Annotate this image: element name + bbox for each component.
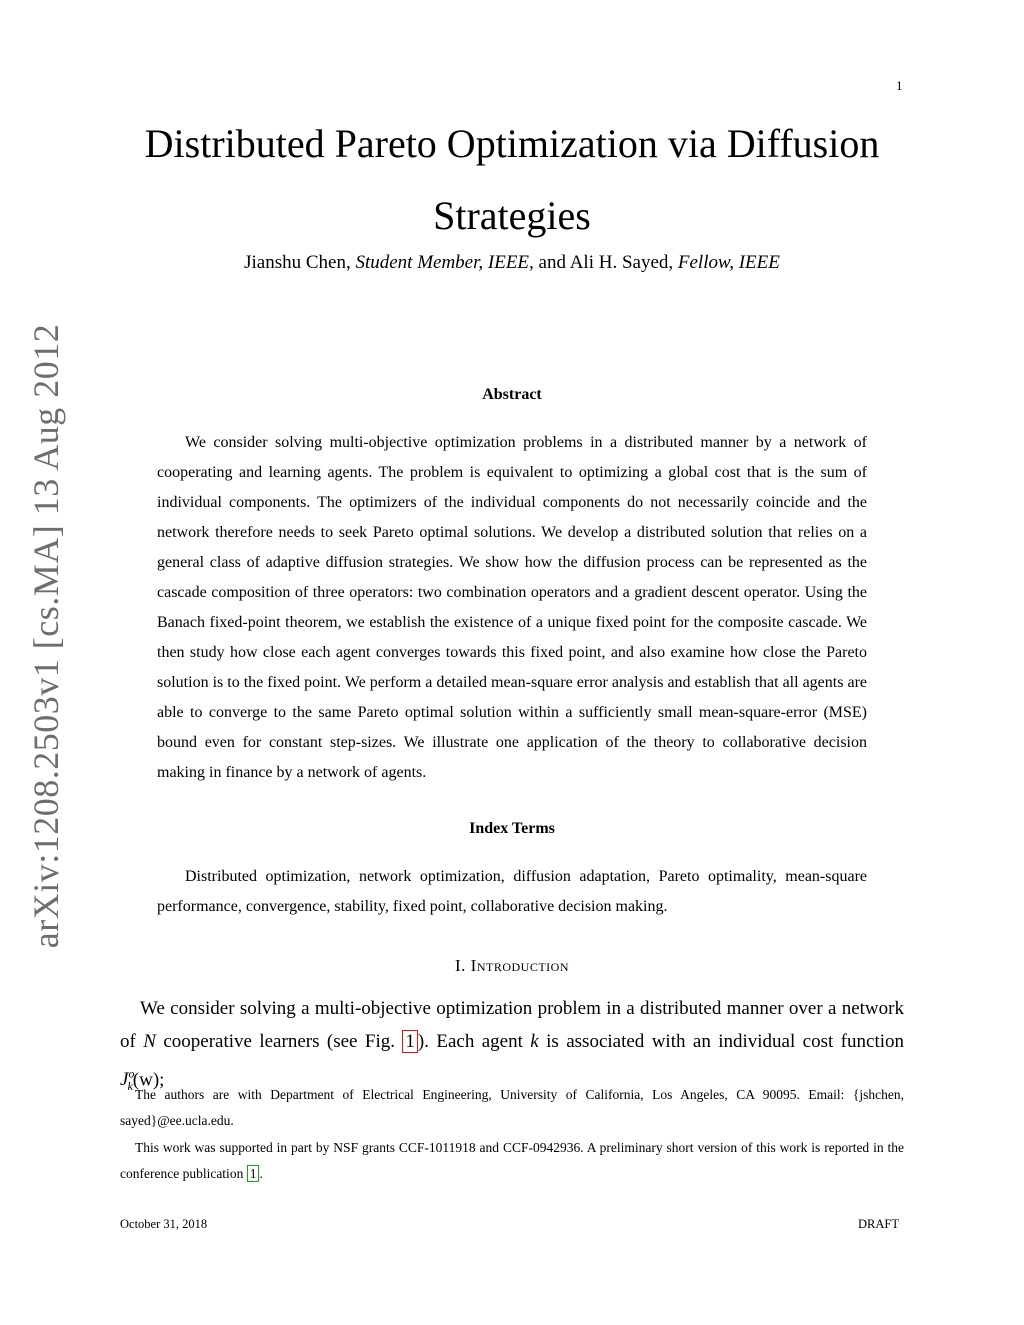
author-2-name: Ali H. Sayed,	[569, 252, 674, 273]
footnote-funding-end: .	[259, 1166, 263, 1181]
symbol-k: k	[530, 1031, 539, 1052]
author-1-role: Student Member, IEEE,	[355, 252, 534, 273]
reference-1-link[interactable]: 1	[247, 1165, 260, 1182]
arxiv-stamp: arXiv:1208.2503v1 [cs.MA] 13 Aug 2012	[26, 323, 66, 949]
symbol-n: N	[143, 1031, 156, 1052]
cost-function-subscript: k	[127, 1079, 133, 1094]
intro-text-part-2: cooperative learners (see Fig.	[163, 1031, 395, 1052]
figure-1-link[interactable]: 1	[402, 1030, 418, 1053]
footnote-funding-text: This work was supported in part by NSF grants CCF-1011918 and CCF-0942936. A preliminary short version of this work is reported in the conference publication	[120, 1140, 904, 1181]
paper-title: Distributed Pareto Optimization via Diffusion Strategies	[144, 121, 880, 238]
intro-text-part-3: ). Each agent	[417, 1031, 523, 1052]
author-conjunction: and	[538, 252, 566, 273]
intro-text-part-4: is associated with an individual cost function	[546, 1031, 905, 1052]
author-1-name: Jianshu Chen,	[244, 252, 351, 273]
cost-function-j: J	[120, 1069, 129, 1091]
intro-text-part-1: We consider solving a multi-objective optimization problem in a distributed manner over a network of	[120, 998, 904, 1052]
footer-draft-label: DRAFT	[858, 1217, 899, 1231]
abstract-text: We consider solving multi-objective optimization problems in a distributed manner by a network of cooperating and learning agents. The problem is equivalent to optimizing a global cost that is the sum of individual components. The optimizers of the individual components do not necessarily coincide and the network therefore needs to seek Pareto optimal solutions. We develop a distributed solution that relies on a general class of adaptive diffusion strategies. We show how the diffusion process can be represented as the cascade composition of three operators: two combination operators and a gradient descent operator. Using the Banach fixed-point theorem, we establish the existence of a unique fixed point for the composite cascade. We then study how close each agent converges towards this fixed point, and also examine how close the Pareto solution is to the fixed point. We perform a detailed mean-square error analysis and establish that all agents are able to converge to the same Pareto optimal solution within a sufficiently small mean-square-error (MSE) bound even for constant step-sizes. We illustrate one application of the theory to collaborative decision making in finance by a network of agents.	[157, 434, 867, 781]
footnote-affiliation: The authors are with Department of Electrical Engineering, University of California, Los Angeles, CA 90095. Email: {jshchen, sayed}@ee.ucla.edu.	[120, 1087, 904, 1128]
abstract-heading: Abstract	[482, 386, 542, 403]
cost-function-argument: (w);	[132, 1069, 165, 1091]
author-line	[0, 252, 1024, 274]
cost-function-superscript: o	[128, 1067, 135, 1081]
page-number: 1	[896, 78, 903, 93]
introduction-heading-label: Introduction	[470, 956, 569, 975]
footer-date: October 31, 2018	[120, 1217, 208, 1231]
author-2-role: Fellow, IEEE	[677, 252, 780, 273]
footnote-funding	[120, 1135, 904, 1187]
index-terms-heading: Index Terms	[469, 820, 555, 837]
introduction-heading-numeral: I.	[455, 956, 466, 975]
introduction-heading	[0, 956, 1024, 976]
index-terms-text: Distributed optimization, network optimization, diffusion adaptation, Pareto optimality, mean-square performance, convergence, stability, fixed point, collaborative decision making.	[157, 868, 867, 915]
